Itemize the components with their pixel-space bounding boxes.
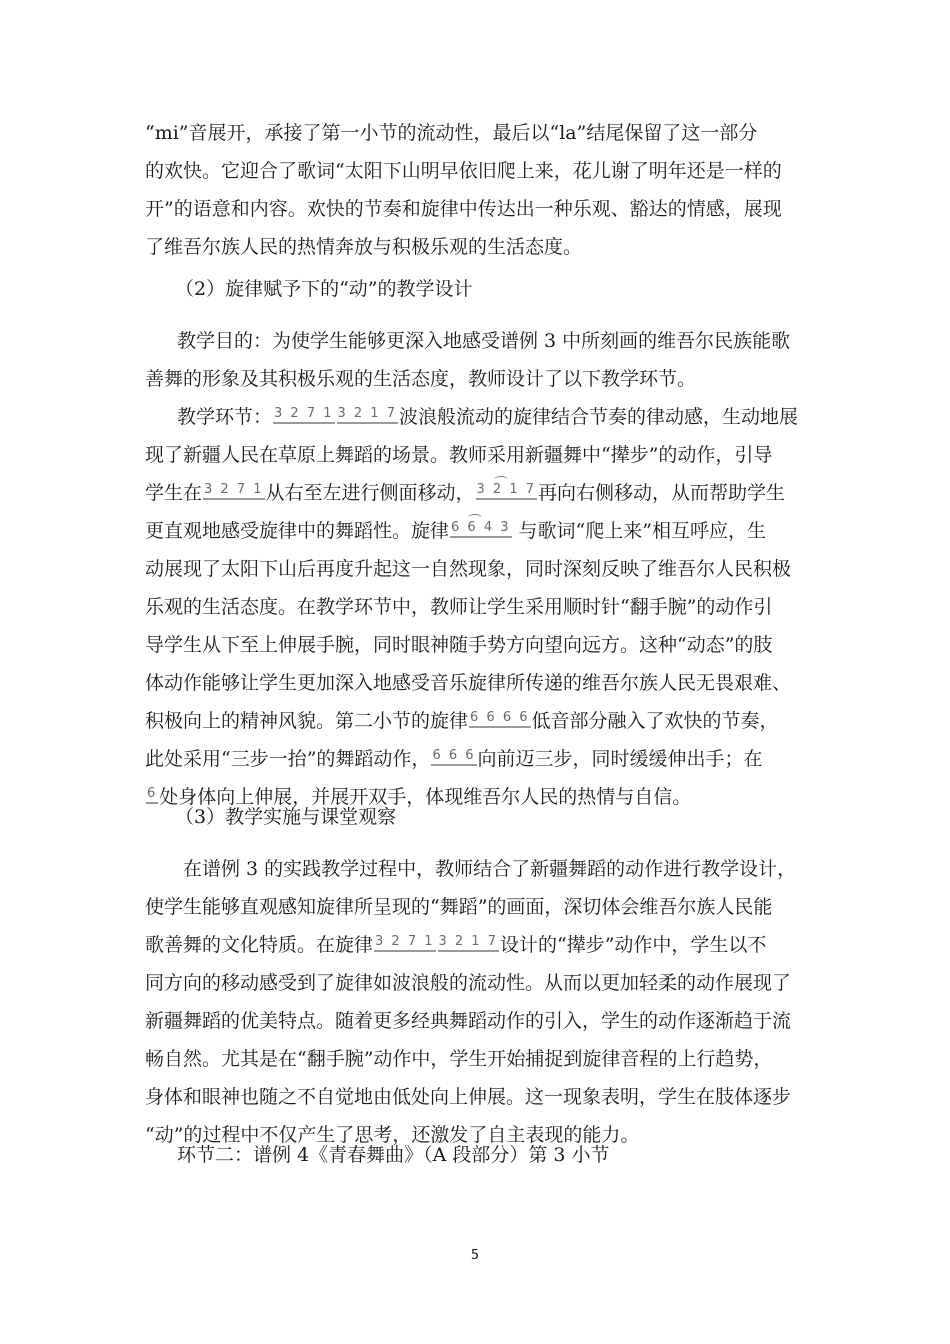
text-line <box>145 398 810 436</box>
paragraph-2 <box>145 322 810 398</box>
text-line <box>145 512 810 550</box>
text-span: 学生在 <box>145 482 203 504</box>
notation-666: 6 6 6 <box>431 749 476 766</box>
text-span: 处身体向上伸展，并展开双手，体现维吾尔人民的热情与自信。 <box>159 786 692 808</box>
paragraph-4 <box>145 850 810 1154</box>
heading-text: 环节二：谱例 4《青春舞曲》（A 段部分）第 3 小节 <box>177 1144 610 1166</box>
notation-3271: 3 2 7 1 <box>203 483 264 500</box>
text-line <box>145 926 810 964</box>
text-span: 从右至左进行侧面移动， <box>265 482 475 504</box>
notation-3217: 3 2 1 7 <box>337 407 398 424</box>
section-heading-3 <box>175 798 840 836</box>
text-line: 在谱例 3 的实践教学过程中，教师结合了新疆舞蹈的动作进行教学设计， <box>183 858 797 880</box>
notation-6666: 6 6 6 6 <box>469 711 530 728</box>
text-span: 波浪般流动的旋律结合节奏的律动感，生动地展 <box>398 406 798 428</box>
text-line: 了维吾尔族人民的热情奔放与积极乐观的生活态度。 <box>145 236 583 258</box>
section-heading-2 <box>175 270 840 308</box>
text-line: 善舞的形象及其积极乐观的生活态度，教师设计了以下教学环节。 <box>145 368 697 390</box>
text-span: 再向右侧移动，从而帮助学生 <box>538 482 786 504</box>
text-line: 使学生能够直观感知旋律所呈现的“舞蹈”的画面，深切体会维吾尔族人民能 <box>145 896 773 918</box>
text-span: 更直观地感受旋律中的舞蹈性。旋律 <box>145 520 450 542</box>
text-line: 身体和眼神也随之不自觉地由低处向上伸展。这一现象表明，学生在肢体逐步 <box>145 1086 792 1108</box>
text-line: 导学生从下至上伸展手腕，同时眼神随手势方向望向远方。这种“动态”的肢 <box>145 634 773 656</box>
text-line: 教学目的：为使学生能够更深入地感受谱例 3 中所刻画的维吾尔民族能歌 <box>177 330 791 352</box>
text-line <box>145 740 810 778</box>
text-line: 动展现了太阳下山后再度升起这一自然现象，同时深刻反映了维吾尔人民积极 <box>145 558 792 580</box>
text-span: 与歌词“爬上来”相互呼应，生 <box>512 520 766 542</box>
text-line: 畅自然。尤其是在“翻手腕”动作中，学生开始捕捉到旋律音程的上行趋势， <box>145 1048 773 1070</box>
paragraph-3 <box>145 398 810 816</box>
notation-6: 6 <box>146 787 158 804</box>
text-line: 开”的语意和内容。欢快的节奏和旋律中传达出一种乐观、豁达的情感，展现 <box>145 198 782 220</box>
text-line <box>145 702 810 740</box>
text-span: 积极向上的精神风貌。第二小节的旋律 <box>145 710 469 732</box>
heading-text: （2）旋律赋予下的“动”的教学设计 <box>175 278 473 300</box>
text-line: 的欢快。它迎合了歌词“太阳下山明早依旧爬上来，花儿谢了明年还是一样的 <box>145 160 782 182</box>
paragraph-1 <box>145 114 810 266</box>
notation-6643: 6 6 4 3 <box>450 521 511 538</box>
text-span: 设计的“撵步”动作中，学生以不 <box>499 934 767 956</box>
text-line: 现了新疆人民在草原上舞蹈的场景。教师采用新疆舞中“撵步”的动作，引导 <box>145 444 773 466</box>
text-span: 歌善舞的文化特质。在旋律 <box>145 934 374 956</box>
heading-text: （3）教学实施与课堂观察 <box>175 806 397 828</box>
text-line <box>145 474 810 512</box>
text-span: 教学环节： <box>177 406 273 428</box>
text-span: 低音部分融入了欢快的节奏， <box>531 710 779 732</box>
text-line: 体动作能够让学生更加深入地感受音乐旋律所传递的维吾尔族人民无畏艰难、 <box>145 672 792 694</box>
notation-3217: 3 2 1 7 <box>476 483 537 500</box>
text-span: 此处采用“三步一抬”的舞蹈动作， <box>145 748 431 770</box>
notation-3217: 3 2 1 7 <box>438 935 499 952</box>
notation-3271: 3 2 7 1 <box>374 935 435 952</box>
section-heading-4 <box>177 1136 842 1174</box>
text-line: 同方向的移动感受到了旋律如波浪般的流动性。从而以更加轻柔的动作展现了 <box>145 972 792 994</box>
page-number: 5 <box>470 1248 480 1263</box>
text-line: “动”的过程中不仅产生了思考，还激发了自主表现的能力。 <box>145 1124 640 1146</box>
text-line: “mi”音展开，承接了第一小节的流动性，最后以“la”结尾保留了这一部分 <box>145 122 758 144</box>
text-line: 乐观的生活态度。在教学环节中，教师让学生采用顺时针“翻手腕”的动作引 <box>145 596 773 618</box>
text-span: 向前迈三步，同时缓缓伸出手；在 <box>477 748 763 770</box>
notation-3271: 3 2 7 1 <box>273 407 334 424</box>
text-line: 新疆舞蹈的优美特点。随着更多经典舞蹈动作的引入，学生的动作逐渐趋于流 <box>145 1010 792 1032</box>
